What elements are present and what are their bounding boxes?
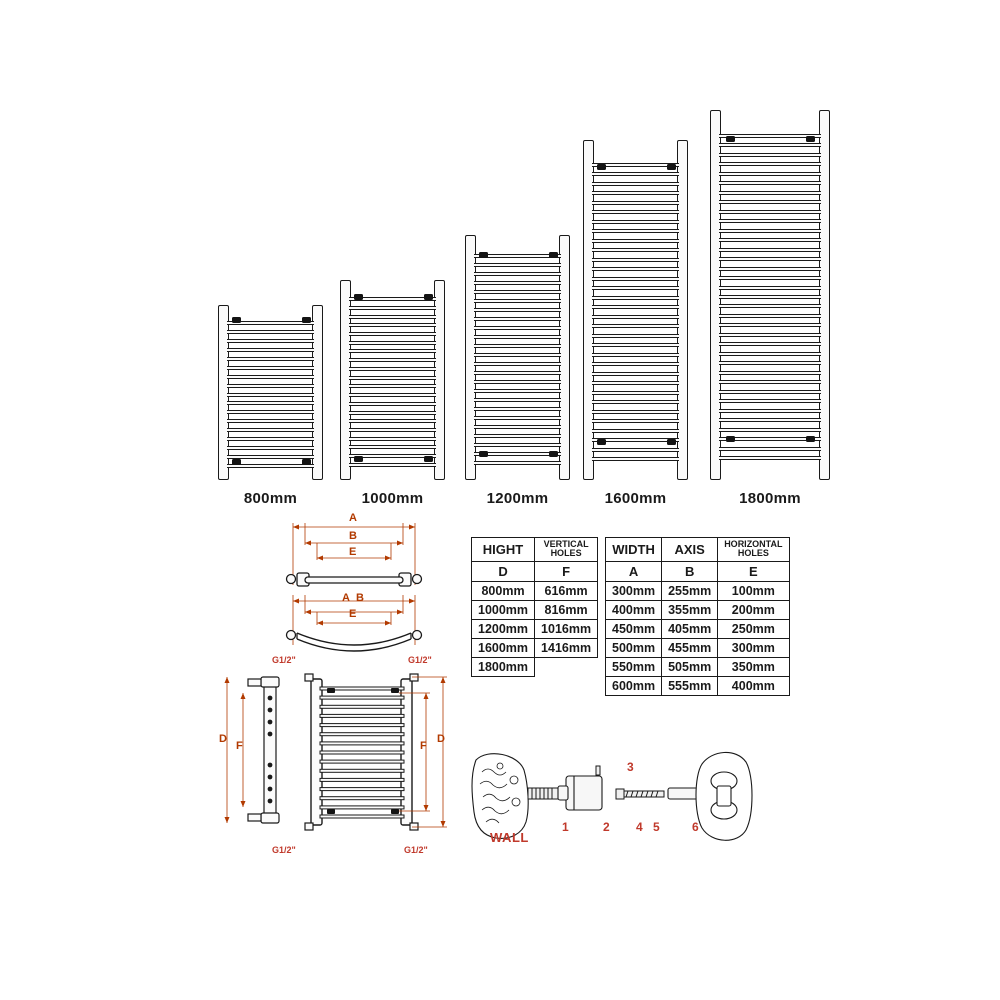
table-row xyxy=(472,581,598,600)
table-cell: 816mm xyxy=(535,600,598,619)
mounting-bolt xyxy=(549,252,558,258)
heating-bar xyxy=(719,200,821,204)
table-cell: 800mm xyxy=(472,581,535,600)
height-table-header-hight: HIGHT xyxy=(482,541,524,557)
table-cell: 450mm xyxy=(606,619,662,638)
heating-bar xyxy=(719,172,821,176)
table-cell: 500mm xyxy=(606,638,662,657)
heating-bar xyxy=(474,434,561,438)
heating-bars xyxy=(592,140,679,480)
heating-bar xyxy=(719,361,821,365)
heating-bar xyxy=(474,281,561,285)
heating-bar xyxy=(592,381,679,385)
mounting-bolt xyxy=(597,164,606,170)
heating-bar xyxy=(719,314,821,318)
heating-bar xyxy=(320,705,404,708)
heating-bar xyxy=(592,182,679,186)
table-row xyxy=(472,600,598,619)
heating-bar xyxy=(474,326,561,330)
heating-bar xyxy=(474,263,561,267)
heating-bar xyxy=(719,304,821,308)
heating-bar xyxy=(592,258,679,262)
heating-bar xyxy=(592,220,679,224)
heating-bar xyxy=(227,375,314,379)
heating-bar xyxy=(474,308,561,312)
heating-bar xyxy=(592,229,679,233)
width-table-header-width: WIDTH xyxy=(606,538,662,562)
heating-bar xyxy=(349,411,436,415)
heating-bar xyxy=(320,806,404,809)
heating-bar xyxy=(592,410,679,414)
heating-bar xyxy=(349,419,436,423)
heating-bar xyxy=(474,299,561,303)
heating-bar xyxy=(474,344,561,348)
heating-bar xyxy=(349,323,436,327)
table-cell: 505mm xyxy=(662,657,718,676)
heating-bar xyxy=(592,448,679,452)
width-table-header-horizontal-holes: HORIZONTAL HOLES xyxy=(718,538,789,562)
width-table-subheader-e: E xyxy=(718,561,789,581)
dim-label-e-top1: E xyxy=(349,546,357,558)
heating-bar xyxy=(719,418,821,422)
heating-bar xyxy=(349,332,436,336)
radiator-1600mm xyxy=(583,140,688,480)
heating-bar xyxy=(227,437,314,441)
heating-bar xyxy=(474,416,561,420)
heating-bar xyxy=(227,393,314,397)
fixing-number-4: 4 xyxy=(636,820,643,834)
table-cell: 100mm xyxy=(718,581,789,600)
heating-bar xyxy=(227,446,314,450)
port-label-top-left: G1/2" xyxy=(272,655,296,665)
heating-bar xyxy=(719,229,821,233)
heating-bar xyxy=(349,384,436,388)
table-row xyxy=(606,638,790,657)
dim-label-b-top1: B xyxy=(349,530,357,542)
heating-bar xyxy=(227,348,314,352)
heating-bar xyxy=(349,341,436,345)
table-row xyxy=(606,676,790,695)
heating-bar xyxy=(592,391,679,395)
heating-bar xyxy=(592,400,679,404)
table-cell: 400mm xyxy=(718,676,789,695)
port-label-top-right: G1/2" xyxy=(408,655,432,665)
heating-bar xyxy=(719,295,821,299)
height-table-header-holes: HOLES xyxy=(550,548,582,559)
heating-bar xyxy=(719,390,821,394)
heating-bar xyxy=(320,724,404,727)
heating-bar xyxy=(719,323,821,327)
width-table-header-axis: AXIS xyxy=(662,538,718,562)
radiator-1000mm xyxy=(340,280,445,480)
heating-bar xyxy=(349,402,436,406)
heating-bar xyxy=(227,357,314,361)
heating-bar xyxy=(320,760,404,763)
heating-bar xyxy=(320,769,404,772)
radiator-1200mm xyxy=(465,235,570,480)
table-cell: 616mm xyxy=(535,581,598,600)
heating-bar xyxy=(592,429,679,433)
table-cell: 405mm xyxy=(662,619,718,638)
heating-bar xyxy=(349,315,436,319)
port-label-bottom-left: G1/2" xyxy=(272,845,296,855)
heating-bar xyxy=(719,143,821,147)
heating-bar xyxy=(474,272,561,276)
heating-bar xyxy=(320,714,404,717)
heating-bar xyxy=(349,349,436,353)
heating-bar xyxy=(592,191,679,195)
heating-bar xyxy=(474,443,561,447)
heating-bar xyxy=(592,267,679,271)
mounting-bolt xyxy=(806,136,815,142)
mounting-bolt xyxy=(424,294,433,300)
table-cell: 255mm xyxy=(662,581,718,600)
heating-bar xyxy=(349,358,436,362)
heating-bars xyxy=(719,110,821,480)
heating-bar xyxy=(227,401,314,405)
radiator-size-label: 1800mm xyxy=(739,490,801,507)
table-cell: 200mm xyxy=(718,600,789,619)
heating-bar xyxy=(719,456,821,460)
dim-label-d-side: D xyxy=(219,733,227,745)
heating-bar xyxy=(227,339,314,343)
fixing-number-3: 3 xyxy=(627,760,634,774)
heating-bar xyxy=(719,267,821,271)
dim-label-d-front: D xyxy=(437,733,445,745)
heating-bar xyxy=(719,238,821,242)
table-cell: 1016mm xyxy=(535,619,598,638)
fixing-number-5: 5 xyxy=(653,820,660,834)
heating-bar xyxy=(592,353,679,357)
heating-bar xyxy=(592,457,679,461)
heating-bar xyxy=(592,286,679,290)
heating-bar xyxy=(349,428,436,432)
mounting-bolt xyxy=(302,459,311,465)
heating-bar xyxy=(474,362,561,366)
table-cell: 550mm xyxy=(606,657,662,676)
heating-bar xyxy=(349,376,436,380)
heating-bars xyxy=(227,305,314,480)
heating-bar xyxy=(349,445,436,449)
heating-bar xyxy=(474,290,561,294)
height-table-subheader-d: D xyxy=(472,561,535,581)
dim-label-f-front: F xyxy=(420,740,427,752)
table-row xyxy=(472,619,598,638)
table-cell: 300mm xyxy=(718,638,789,657)
mounting-bolt xyxy=(354,294,363,300)
mounting-bolt xyxy=(232,317,241,323)
heating-bar xyxy=(719,342,821,346)
side-and-front-view xyxy=(215,665,455,865)
heating-bar xyxy=(349,463,436,467)
mounting-bolt xyxy=(806,436,815,442)
radiator-size-label: 1600mm xyxy=(604,490,667,507)
heating-bar xyxy=(719,286,821,290)
heating-bars xyxy=(349,280,436,480)
height-table-subheader-f: F xyxy=(535,561,598,581)
table-cell: 400mm xyxy=(606,600,662,619)
heating-bar xyxy=(592,343,679,347)
table-cell: 1416mm xyxy=(535,638,598,657)
heating-bar xyxy=(592,372,679,376)
heating-bar xyxy=(320,797,404,800)
table-cell: 350mm xyxy=(718,657,789,676)
heating-bar xyxy=(474,335,561,339)
heating-bar xyxy=(719,210,821,214)
top-view-sketches xyxy=(275,515,445,665)
heating-bar xyxy=(320,733,404,736)
heating-bar xyxy=(719,276,821,280)
radiator-size-label: 1000mm xyxy=(361,490,424,507)
heating-bar xyxy=(592,239,679,243)
heating-bar xyxy=(592,248,679,252)
heating-bar xyxy=(592,172,679,176)
heating-bar xyxy=(474,380,561,384)
mounting-bolt xyxy=(549,451,558,457)
table-cell: 455mm xyxy=(662,638,718,657)
mounting-bolt xyxy=(667,164,676,170)
mounting-bolt xyxy=(479,451,488,457)
heating-bar xyxy=(719,181,821,185)
table-row xyxy=(472,657,598,676)
radiator-size-label: 800mm xyxy=(243,490,298,507)
heating-bars xyxy=(474,235,561,480)
dim-label-a-top2: A xyxy=(342,592,350,604)
heating-bar xyxy=(592,305,679,309)
table-cell xyxy=(535,657,598,676)
heating-bar xyxy=(349,393,436,397)
heating-bar xyxy=(719,153,821,157)
fixing-number-2: 2 xyxy=(603,820,610,834)
height-table-header-vertical: VERTICAL xyxy=(543,539,589,549)
heating-bar xyxy=(592,324,679,328)
height-table xyxy=(471,537,598,677)
mounting-bolt xyxy=(667,439,676,445)
heating-bar xyxy=(320,742,404,745)
table-cell: 1800mm xyxy=(472,657,535,676)
heating-bar xyxy=(227,330,314,334)
table-row xyxy=(606,619,790,638)
heating-bar xyxy=(320,788,404,791)
radiator-800mm xyxy=(218,305,323,480)
dim-label-b-top2: B xyxy=(356,592,364,604)
width-table-subheader-b: B xyxy=(662,561,718,581)
table-cell: 300mm xyxy=(606,581,662,600)
table-row xyxy=(472,638,598,657)
dim-label-f-side: F xyxy=(236,740,243,752)
heating-bar xyxy=(719,447,821,451)
table-cell: 1000mm xyxy=(472,600,535,619)
table-row xyxy=(606,581,790,600)
heating-bar xyxy=(474,398,561,402)
heating-bar xyxy=(227,410,314,414)
heating-bar xyxy=(592,277,679,281)
table-row xyxy=(606,657,790,676)
heating-bar xyxy=(592,419,679,423)
heating-bar xyxy=(474,317,561,321)
mounting-bolt xyxy=(726,436,735,442)
width-table-subheader-a: A xyxy=(606,561,662,581)
mounting-bolt xyxy=(354,456,363,462)
table-row xyxy=(606,600,790,619)
heating-bar xyxy=(719,248,821,252)
heating-bar xyxy=(349,306,436,310)
heating-bar xyxy=(719,409,821,413)
mounting-bolt xyxy=(232,459,241,465)
heating-bar xyxy=(719,191,821,195)
mounting-bolt xyxy=(479,252,488,258)
heating-bar xyxy=(227,384,314,388)
mounting-bolt xyxy=(726,136,735,142)
mounting-bolt xyxy=(424,456,433,462)
wall-label: WALL xyxy=(490,830,529,845)
heating-bar xyxy=(719,380,821,384)
fixing-number-6: 6 xyxy=(692,820,699,834)
heating-bar xyxy=(592,201,679,205)
table-cell: 250mm xyxy=(718,619,789,638)
table-cell: 1600mm xyxy=(472,638,535,657)
heating-bar xyxy=(719,399,821,403)
heating-bar xyxy=(227,428,314,432)
dim-label-a-top1: A xyxy=(349,512,357,524)
heating-bar xyxy=(227,366,314,370)
heating-bar xyxy=(719,352,821,356)
port-label-bottom-right: G1/2" xyxy=(404,845,428,855)
dim-label-e-top2: E xyxy=(349,608,357,620)
radiator-size-label: 1200mm xyxy=(486,490,549,507)
heating-bar xyxy=(719,162,821,166)
mounting-bolt xyxy=(597,439,606,445)
table-cell: 1200mm xyxy=(472,619,535,638)
heating-bar xyxy=(719,371,821,375)
heating-bar xyxy=(349,437,436,441)
heating-bar xyxy=(320,751,404,754)
radiator-1800mm xyxy=(710,110,830,480)
heating-bar xyxy=(320,815,404,818)
heating-bar xyxy=(227,419,314,423)
table-cell: 600mm xyxy=(606,676,662,695)
heating-bar xyxy=(592,315,679,319)
fixing-number-1: 1 xyxy=(562,820,569,834)
table-cell: 355mm xyxy=(662,600,718,619)
heating-bar xyxy=(719,428,821,432)
heating-bar xyxy=(719,333,821,337)
heating-bar xyxy=(474,353,561,357)
heating-bar xyxy=(592,362,679,366)
width-table xyxy=(605,537,790,696)
heating-bar xyxy=(719,257,821,261)
heating-bar xyxy=(592,296,679,300)
heating-bar xyxy=(719,219,821,223)
heating-bar xyxy=(474,407,561,411)
heating-bar xyxy=(474,425,561,429)
table-cell: 555mm xyxy=(662,676,718,695)
heating-bar xyxy=(320,778,404,781)
heating-bar xyxy=(474,461,561,465)
heating-bar xyxy=(474,389,561,393)
heating-bar xyxy=(474,371,561,375)
heating-bar xyxy=(320,696,404,699)
heating-bar xyxy=(592,210,679,214)
heating-bar xyxy=(349,367,436,371)
heating-bar xyxy=(592,334,679,338)
mounting-bolt xyxy=(302,317,311,323)
